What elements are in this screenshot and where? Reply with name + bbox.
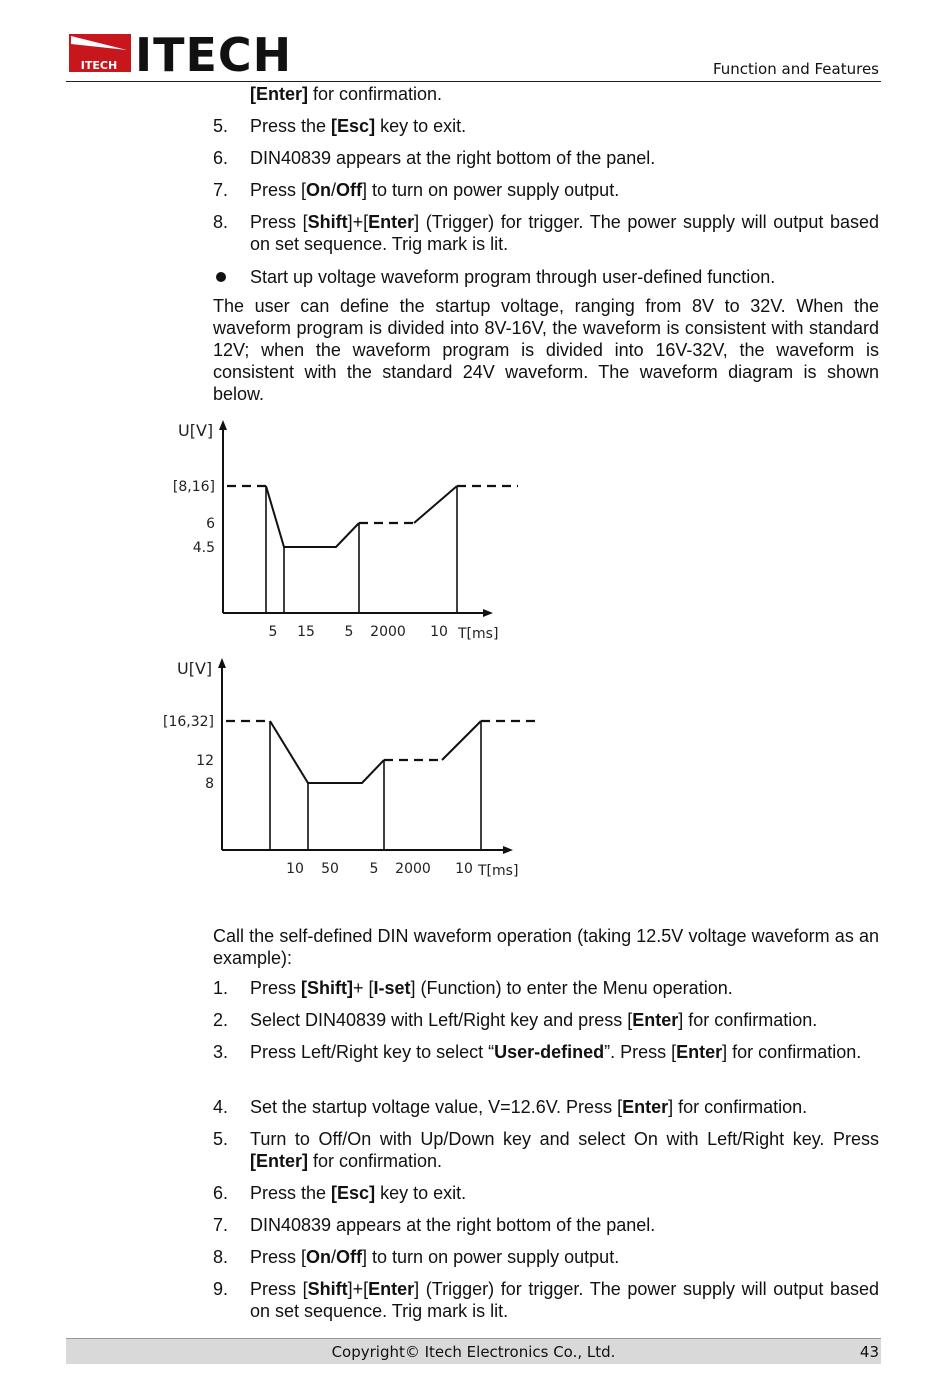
text-run: Press [ [250,1247,307,1267]
key-label: Enter [368,1279,415,1299]
text-run: Press the [250,116,332,136]
x-axis-arrow-icon [503,846,513,854]
key-label: On [306,1247,332,1267]
list-item-number: 8. [213,1247,229,1267]
x-axis-arrow-icon [483,609,493,617]
text-run: ]+[ [347,212,369,232]
y-axis-label: U[V] [177,659,213,678]
list-item-text [250,1096,879,1118]
x-segment-label: 2000 [370,624,406,640]
y-tick-label: 8 [205,776,214,792]
key-label: On [306,180,332,200]
waveform-chart-12v [150,410,570,650]
list-item-number: 5. [213,116,229,136]
page-number: 43 [859,1343,879,1361]
list-item-number: 6. [213,148,229,168]
key-label: Enter [632,1010,679,1030]
y-axis-arrow-icon [219,420,227,430]
text-run: key to exit. [375,116,467,136]
bullet-text: Start up voltage waveform program through user-defined function. [250,267,776,287]
confirmation-text: for confirmation. [308,84,443,104]
key-label: Enter [622,1097,669,1117]
list-item-text [250,977,879,999]
key-label: Shift [307,212,348,232]
list-item-number: 3. [213,1042,229,1062]
text-run: Press the [250,1183,332,1203]
series-line-drop [266,486,359,547]
key-label: [Enter] [250,1151,308,1171]
x-segment-label: 10 [455,861,473,877]
intro-paragraph: The user can define the startup voltage, ranging from 8V to 32V. When the waveform program is divided into 8V-16V, the waveform is consistent with standard 12V; when the waveform program is divided into 16V-32V, the waveform is consistent with the standard 24V waveform. The waveform diagram is shown below. [213,296,879,404]
text-run: Set the startup voltage value, V=12.6V. Press [ [250,1097,623,1117]
key-label: Off [336,1247,363,1267]
text-run: / [331,1247,337,1267]
itech-logo [69,30,299,76]
series-line-rise [414,486,457,523]
x-segment-label: 2000 [395,861,431,877]
text-run: ] for confirmation. [668,1097,808,1117]
list-item-number: 8. [213,212,229,232]
call-paragraph: Call the self-defined DIN waveform operation (taking 12.5V voltage waveform as an example): [213,926,879,968]
list-item-text [250,179,879,201]
text-run: ] (Trigger) for trigger. The power supply will output based on set sequence. Trig mark is lit. [250,1279,879,1321]
key-label: Off [336,180,363,200]
text-run: + [ [353,978,374,998]
x-axis-label: T[ms] [458,626,499,642]
text-run: DIN40839 appears at the right bottom of the panel. [250,1215,656,1235]
list-item-text [250,1278,879,1322]
y-tick-label: 12 [196,753,214,769]
key-label: Enter [368,212,415,232]
key-label: Shift [307,1279,348,1299]
text-run: Press Left/Right key to select “ [250,1042,495,1062]
waveform-chart-24v [150,648,570,888]
x-segment-label: 5 [268,624,278,640]
key-label: [Shift] [301,978,353,998]
key-label: I-set [373,978,411,998]
text-run: Turn to Off/On with Up/Down key and select On with Left/Right key. Press [250,1129,879,1149]
logo-brand-text: ITECH [135,30,293,76]
header-divider [66,81,881,82]
list-item-number: 6. [213,1183,229,1203]
x-axis-label: T[ms] [478,863,519,879]
list-item-number: 9. [213,1279,229,1299]
x-segment-label: 10 [286,861,304,877]
text-run: DIN40839 appears at the right bottom of the panel. [250,148,656,168]
y-tick-label: [8,16] [172,479,215,495]
text-run: ] (Function) to enter the Menu operation. [410,978,733,998]
list-item-text [250,1182,879,1204]
y-axis-arrow-icon [218,658,226,668]
x-segment-label: 50 [321,861,339,877]
list-item-text [250,115,879,137]
list-item-text [250,1246,879,1268]
text-run: ]+[ [347,1279,369,1299]
list-item-text [250,1214,879,1236]
text-run: Press [ [250,1279,308,1299]
x-segment-label: 10 [430,624,448,640]
text-run: Press [ [250,212,308,232]
series-line-drop [270,721,384,783]
text-run: key to exit. [375,1183,467,1203]
y-axis-label: U[V] [178,421,214,440]
y-tick-label: 6 [206,516,215,532]
list-item-text [250,211,879,255]
x-segment-label: 5 [369,861,379,877]
text-run: Press [250,978,302,998]
text-run: Select DIN40839 with Left/Right key and press [ [250,1010,633,1030]
list-item-text [250,1009,879,1031]
list-item-number: 2. [213,1010,229,1030]
key-label: Enter [676,1042,723,1062]
page-footer [66,1338,881,1364]
list-item-number: 7. [213,180,229,200]
list-item-text [250,1041,879,1063]
bullet-icon [216,272,226,282]
y-tick-label: [16,32] [162,714,214,730]
logo-small-text: ITECH [80,59,118,72]
x-segment-label: 5 [344,624,354,640]
text-run: ”. Press [ [604,1042,677,1062]
enter-key-label: [Enter] [250,84,308,104]
list-item-number: 5. [213,1129,229,1149]
series-line-rise [442,721,481,760]
copyright-text: Copyright© Itech Electronics Co., Ltd. [331,1343,616,1361]
text-run: for confirmation. [308,1151,443,1171]
text-run: / [331,180,337,200]
list-item-number: 7. [213,1215,229,1235]
key-label: [Esc] [331,116,376,136]
text-run: ] for confirmation. [722,1042,862,1062]
list-item-text [250,147,879,169]
x-segment-label: 15 [297,624,315,640]
text-run: Press [ [250,180,307,200]
text-run: ] (Trigger) for trigger. The power supply will output based on set sequence. Trig mark is lit. [250,212,879,254]
header-section-title: Function and Features [712,60,879,78]
list-item-text [250,1128,879,1172]
list-item-number: 4. [213,1097,229,1117]
key-label: User-defined [494,1042,605,1062]
y-tick-label: 4.5 [192,540,215,556]
text-run: ] for confirmation. [678,1010,818,1030]
key-label: [Esc] [331,1183,376,1203]
text-run: ] to turn on power supply output. [362,1247,620,1267]
list-item-number: 1. [213,978,229,998]
text-run: ] to turn on power supply output. [362,180,620,200]
